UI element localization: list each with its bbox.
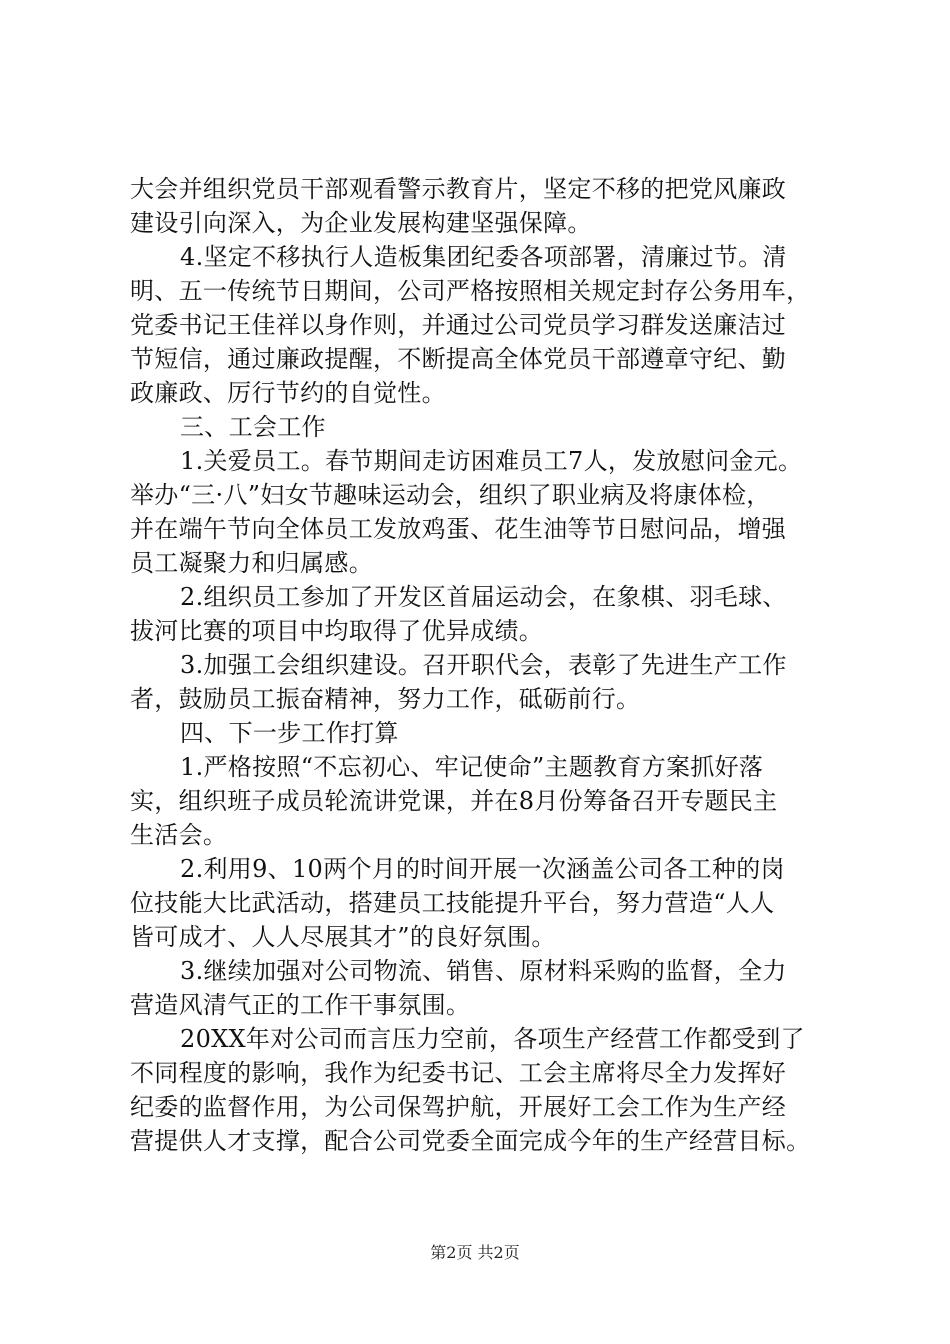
text-line: 明、五一传统节日期间，公司严格按照相关规定封存公务用车，	[130, 277, 811, 305]
text-line: 三、工会工作	[180, 413, 326, 441]
text-line: 位技能大比武活动，搭建员工技能提升平台，努力营造“人人	[130, 889, 775, 917]
text-line: 纪委的监督作用，为公司保驾护航，开展好工会工作为生产经	[130, 1093, 787, 1121]
text-line: 2.利用9、10两个月的时间开展一次涵盖公司各工种的岗	[180, 855, 785, 883]
text-line: 员工凝聚力和归属感。	[130, 549, 373, 577]
text-line: 并在端午节向全体员工发放鸡蛋、花生油等节日慰问品，增强	[130, 515, 787, 543]
text-line: 大会并组织党员干部观看警示教育片，坚定不移的把党风廉政	[130, 175, 787, 203]
text-line: 党委书记王佳祥以身作则，并通过公司党员学习群发送廉洁过	[130, 311, 787, 339]
text-line: 拔河比赛的项目中均取得了优异成绩。	[130, 617, 544, 645]
text-line: 者，鼓励员工振奋精神，努力工作，砥砺前行。	[130, 685, 641, 713]
text-line: 1.关爱员工。春节期间走访困难员工7人，发放慰问金元。	[180, 447, 803, 475]
text-line: 20XX年对公司而言压力空前，各项生产经营工作都受到了	[180, 1025, 805, 1053]
text-line: 生活会。	[130, 821, 228, 849]
text-line: 政廉政、厉行节约的自觉性。	[130, 379, 446, 407]
page-footer: 第2页 共2页	[430, 1243, 520, 1262]
text-line: 营造风清气正的工作干事氛围。	[130, 991, 471, 1019]
document-body	[130, 172, 830, 1158]
text-line: 举办“三·八”妇女节趣味运动会，组织了职业病及将康体检，	[130, 481, 771, 509]
text-line: 建设引向深入，为企业发展构建坚强保障。	[130, 209, 592, 237]
text-line: 不同程度的影响，我作为纪委书记、工会主席将尽全力发挥好	[130, 1059, 787, 1087]
text-line: 3.加强工会组织建设。召开职代会，表彰了先进生产工作	[180, 651, 787, 679]
text-line: 实，组织班子成员轮流讲党课，并在8月份筹备召开专题民主	[130, 787, 778, 815]
text-line: 四、下一步工作打算	[180, 719, 399, 747]
text-line: 4.坚定不移执行人造板集团纪委各项部署，清廉过节。清	[180, 243, 787, 271]
text-line: 皆可成才、人人尽展其才”的良好氛围。	[130, 923, 556, 951]
text-line: 3.继续加强对公司物流、销售、原材料采购的监督，全力	[180, 957, 787, 985]
text-line: 2.组织员工参加了开发区首届运动会，在象棋、羽毛球、	[180, 583, 787, 611]
text-line: 1.严格按照“不忘初心、牢记使命”主题教育方案抓好落	[180, 753, 764, 781]
text-line: 节短信，通过廉政提醒，不断提高全体党员干部遵章守纪、勤	[130, 345, 787, 373]
text-line: 营提供人才支撑，配合公司党委全面完成今年的生产经营目标。	[130, 1127, 811, 1155]
